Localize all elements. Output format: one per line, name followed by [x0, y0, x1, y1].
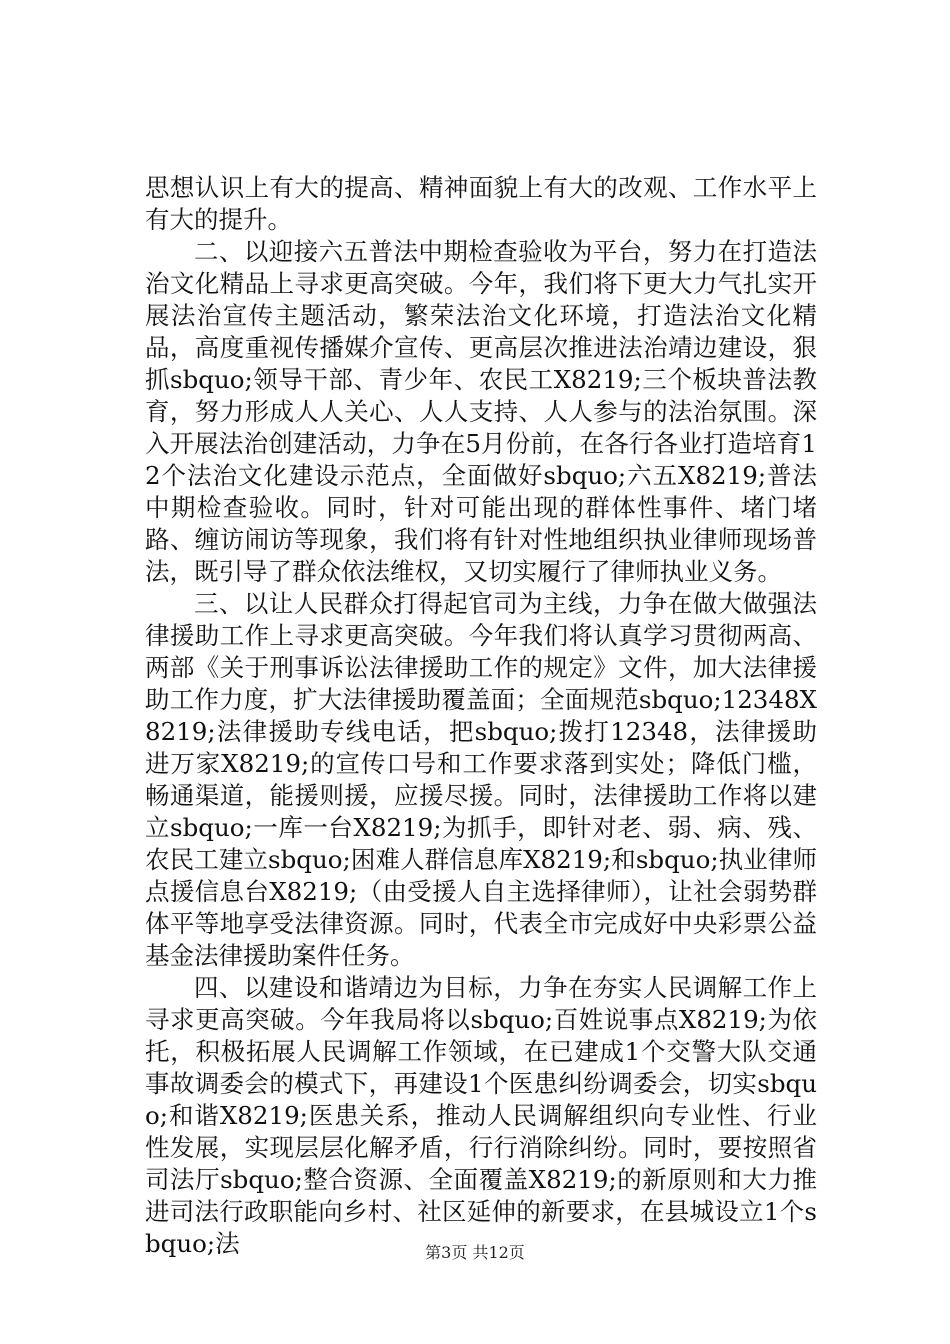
paragraph-4: 四、以建设和谐靖边为目标，力争在夯实人民调解工作上寻求更高突破。今年我局将以sbquo;百姓说事点X8219;为依托，积极拓展人民调解工作领域，在已建成1个交警大队交通事故调委会的模式下，再建设1个医患纠纷调委会，切实sbquo;和谐X8219;医患关系，推动人民调解组织向专业性、行业性发展，实现层层化解矛盾，行行消除纠纷。同时，要按照省司法厅sbquo;整合资源、全面覆盖X8219;的新原则和大力推进司法行政职能向乡村、社区延伸的新要求，在县城设立1个sbquo;法 — [145, 973, 817, 1258]
paragraph-3: 三、以让人民群众打得起官司为主线，力争在做大做强法律援助工作上寻求更高突破。今年我们将认真学习贯彻两高、两部《关于刑事诉讼法律援助工作的规定》文件，加大法律援助工作力度，扩大法律援助覆盖面；全面规范sbquo;12348X8219;法律援助专线电话，把sbquo;拨打12348，法律援助进万家X8219;的宣传口号和工作要求落到实处；降低门槛，畅通渠道，能援则援，应援尽援。同时，法律援助工作将以建立sbquo;一库一台X8219;为抓手，即针对老、弱、病、残、农民工建立sbquo;困难人群信息库X8219;和sbquo;执业律师点援信息台X8219;（由受援人自主选择律师），让社会弱势群体平等地享受法律资源。同时，代表全市完成好中央彩票公益基金法律援助案件任务。 — [145, 589, 817, 970]
paragraph-2: 二、以迎接六五普法中期检查验收为平台，努力在打造法治文化精品上寻求更高突破。今年，我们将下更大力气扎实开展法治宣传主题活动，繁荣法治文化环境，打造法治文化精品，高度重视传播媒介宣传、更高层次推进法治靖边建设，狠抓sbquo;领导干部、青少年、农民工X8219;三个板块普法教育，努力形成人人关心、人人支持、人人参与的法治氛围。深入开展法治创建活动，力争在5月份前，在各行各业打造培育12个法治文化建设示范点，全面做好sbquo;六五X8219;普法中期检查验收。同时，针对可能出现的群体性事件、堵门堵路、缠访闹访等现象，我们将有针对性地组织执业律师现场普法，既引导了群众依法维权，又切实履行了律师执业义务。 — [145, 237, 817, 586]
document-body — [145, 172, 817, 1260]
page-number-footer: 第3页 共12页 — [425, 1243, 525, 1262]
paragraph-1: 思想认识上有大的提高、精神面貌上有大的改观、工作水平上有大的提升。 — [145, 173, 817, 234]
